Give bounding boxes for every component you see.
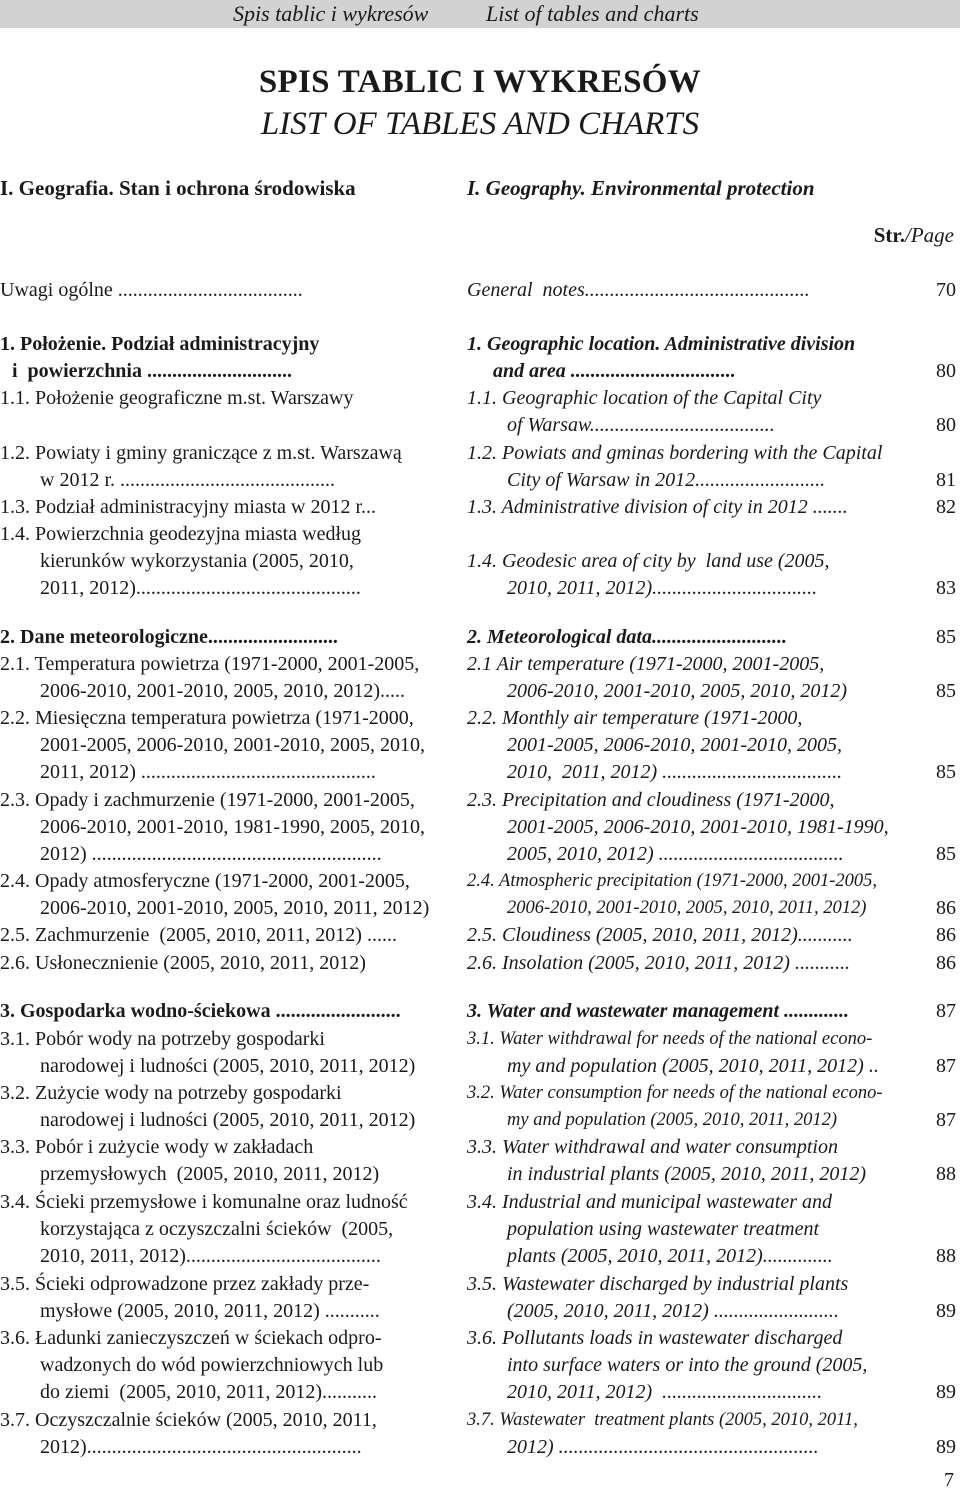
toc-entry-pl-cont[interactable]: przemysłowych (2005, 2010, 2011, 2012) [40,1163,380,1185]
toc-entry-en-cont[interactable]: my and population (2005, 2010, 2011, 2012) .. [507,1055,879,1077]
page-number: 86 [936,897,956,919]
toc-entry-pl-cont[interactable]: 2001-2005, 2006-2010, 2001-2010, 2005, 2010, [40,734,425,756]
toc-entry-en-cont[interactable]: (2005, 2010, 2011, 2012) ......................... [507,1300,839,1322]
toc-entry-en[interactable]: 3.3. Water withdrawal and water consumption [467,1136,838,1158]
page-title-pl: SPIS TABLIC I WYKRESÓW [258,64,702,100]
toc-entry-en-cont[interactable]: 2006-2010, 2001-2010, 2005, 2010, 2011, 2012) [507,898,867,918]
page-number: 88 [936,1245,956,1267]
toc-entry-pl-cont[interactable]: 2006-2010, 2001-2010, 2005, 2010, 2011, 2012) [40,897,430,919]
toc-entry-en[interactable]: 1.2. Powiats and gminas bordering with the Capital [467,442,883,464]
page-number: 89 [936,1381,956,1403]
page-number: 86 [936,924,956,946]
toc-entry-pl-cont[interactable]: 2006-2010, 2001-2010, 2005, 2010, 2012)..... [40,680,405,702]
toc-entry-en-cont[interactable]: of Warsaw..................................... [507,414,775,436]
toc-entry-pl-cont[interactable]: 2012) .......................................................... [40,843,382,865]
page-number: 89 [936,1300,956,1322]
toc-entry-en-cont[interactable]: and area ................................. [493,360,736,382]
toc-entry-en-cont[interactable]: 2010, 2011, 2012) .................................... [507,761,843,783]
page-number: 85 [936,761,956,783]
toc-entry-pl[interactable]: 2.1. Temperatura powietrza (1971-2000, 2001-2005, [0,653,420,675]
toc-entry-en[interactable]: 3.6. Pollutants loads in wastewater discharged [467,1327,843,1349]
toc-entry-pl-cont[interactable]: korzystająca z oczyszczalni ścieków (2005, [40,1218,394,1240]
page-number: 87 [936,1000,956,1022]
toc-entry-pl[interactable]: 2.6. Usłonecznienie (2005, 2010, 2011, 2012) [0,952,366,974]
toc-entry-pl-cont[interactable]: 2010, 2011, 2012)....................................... [40,1245,381,1267]
page-number: 80 [936,360,956,382]
toc-entry-pl[interactable]: 3.4. Ścieki przemysłowe i komunalne oraz ludność [0,1191,408,1213]
toc-entry-en[interactable]: 2.3. Precipitation and cloudiness (1971-2000, [467,789,835,811]
toc-entry-en[interactable]: 2.2. Monthly air temperature (1971-2000, [467,707,803,729]
toc-entry-en[interactable]: 2.1 Air temperature (1971-2000, 2001-2005, [467,653,825,675]
toc-entry-pl-cont[interactable]: i powierzchnia ............................. [12,360,292,382]
toc-entry-en-cont[interactable]: into surface waters or into the ground (2005, [507,1354,868,1376]
page-number: 82 [936,496,956,518]
toc-entry-en[interactable]: 2.6. Insolation (2005, 2010, 2011, 2012) ........... [467,952,850,974]
header-en: List of tables and charts [486,1,699,26]
page-number: 88 [936,1163,956,1185]
toc-entry-pl[interactable]: 1.4. Powierzchnia geodezyjna miasta według [0,523,361,545]
toc-entry-en[interactable]: 1.3. Administrative division of city in 2012 ....... [467,496,848,518]
toc-entry-en-cont[interactable]: 2005, 2010, 2012) ..................................... [507,843,844,865]
toc-entry-en[interactable]: 3.1. Water withdrawal for needs of the national econo- [467,1029,873,1049]
toc-entry-pl[interactable]: 3.2. Zużycie wody na potrzeby gospodarki [0,1082,342,1104]
toc-entry-pl[interactable]: Uwagi ogólne ..................................... [0,279,303,301]
toc-entry-en-cont[interactable]: 2001-2005, 2006-2010, 2001-2010, 1981-1990, [507,816,889,838]
toc-entry-pl[interactable]: 2.4. Opady atmosferyczne (1971-2000, 2001-2005, [0,870,410,892]
toc-entry-en[interactable]: 3. Water and wastewater management ............. [467,1000,850,1022]
toc-entry-pl[interactable]: 3.1. Pobór wody na potrzeby gospodarki [0,1028,325,1050]
page-number: 87 [936,1055,956,1077]
toc-entry-pl-cont[interactable]: 2006-2010, 2001-2010, 1981-1990, 2005, 2010, [40,816,425,838]
page-number: 89 [936,1436,956,1458]
toc-entry-en-cont[interactable]: my and population (2005, 2010, 2011, 2012) [507,1110,838,1130]
toc-entry-pl[interactable]: 3.6. Ładunki zanieczyszczeń w ściekach odpro- [0,1327,382,1349]
toc-entry-en[interactable]: 3.7. Wastewater treatment plants (2005, 2010, 2011, [467,1410,858,1430]
toc-entry-en[interactable]: 2. Meteorological data........................... [467,626,787,648]
toc-entry-pl[interactable]: 2. Dane meteorologiczne.......................... [0,626,338,648]
folio-number: 7 [944,1469,954,1491]
toc-entry-pl-cont[interactable]: narodowej i ludności (2005, 2010, 2011, 2012) [40,1109,416,1131]
toc-entry-pl-cont[interactable]: do ziemi (2005, 2010, 2011, 2012)........... [40,1381,378,1403]
page-number: 80 [936,414,956,436]
toc-entry-en-cont[interactable]: 2010, 2011, 2012)................................. [507,577,818,599]
toc-entry-en[interactable]: 1.1. Geographic location of the Capital City [467,387,822,409]
toc-entry-pl-cont[interactable]: 2011, 2012)............................................. [40,577,361,599]
toc-entry-en-cont[interactable]: City of Warsaw in 2012.......................... [507,469,826,491]
toc-entry-en[interactable]: 1.4. Geodesic area of city by land use (2005, [467,550,830,572]
toc-entry-en[interactable]: General notes............................................. [467,279,810,301]
toc-entry-en-cont[interactable]: population using wastewater treatment [507,1218,820,1240]
page-number: 85 [936,680,956,702]
page-number: 85 [936,843,956,865]
toc-entry-en-cont[interactable]: 2010, 2011, 2012) ................................ [507,1381,823,1403]
toc-entry-pl-cont[interactable]: narodowej i ludności (2005, 2010, 2011, 2012) [40,1055,416,1077]
toc-entry-pl[interactable]: 3.3. Pobór i zużycie wody w zakładach [0,1136,314,1158]
section-title-en: I. Geography. Environmental protection [467,176,815,200]
toc-entry-pl[interactable]: 3. Gospodarka wodno-ściekowa ......................... [0,1000,401,1022]
page-title-en: LIST OF TABLES AND CHARTS [260,106,700,142]
toc-entry-pl[interactable]: 3.7. Oczyszczalnie ścieków (2005, 2010, 2011, [0,1409,377,1431]
page-column-header: Str./Page [873,223,954,247]
toc-entry-pl-cont[interactable]: wadzonych do wód powierzchniowych lub [40,1354,384,1376]
toc-entry-en[interactable]: 2.4. Atmospheric precipitation (1971-2000, 2001-2005, [467,871,878,891]
toc-entry-pl[interactable]: 2.5. Zachmurzenie (2005, 2010, 2011, 2012) ...... [0,924,397,946]
toc-entry-en[interactable]: 3.5. Wastewater discharged by industrial plants [467,1273,849,1295]
toc-entry-en[interactable]: 3.4. Industrial and municipal wastewater and [467,1191,832,1213]
toc-entry-pl-cont[interactable]: 2011, 2012) ............................................... [40,761,376,783]
toc-entry-pl-cont[interactable]: kierunków wykorzystania (2005, 2010, [40,550,354,572]
page-number: 83 [936,577,956,599]
toc-entry-pl[interactable]: 1.1. Położenie geograficzne m.st. Warszawy [0,387,354,409]
page-number: 70 [936,279,956,301]
toc-entry-en-cont[interactable]: 2012) .................................................... [507,1436,819,1458]
toc-entry-en-cont[interactable]: in industrial plants (2005, 2010, 2011, 2012) [507,1163,867,1185]
page-number: 81 [936,469,956,491]
toc-entry-en[interactable]: 2.5. Cloudiness (2005, 2010, 2011, 2012)........... [467,924,853,946]
section-title-pl: I. Geografia. Stan i ochrona środowiska [0,176,356,200]
toc-entry-en-cont[interactable]: 2006-2010, 2001-2010, 2005, 2010, 2012) [507,680,847,702]
toc-entry-pl[interactable]: 2.2. Miesięczna temperatura powietrza (1971-2000, [0,707,414,729]
toc-entry-en-cont[interactable]: 2001-2005, 2006-2010, 2001-2010, 2005, [507,734,842,756]
toc-entry-pl[interactable]: 1.3. Podział administracyjny miasta w 2012 r... [0,496,377,518]
toc-entry-pl[interactable]: 1. Położenie. Podział administracyjny [0,333,320,355]
page-number: 85 [936,626,956,648]
toc-entry-pl-cont[interactable]: 2012)....................................................... [40,1436,362,1458]
toc-entry-pl[interactable]: 1.2. Powiaty i gminy graniczące z m.st. Warszawą [0,442,402,464]
toc-entry-en[interactable]: 1. Geographic location. Administrative division [467,333,856,355]
header-pl: Spis tablic i wykresów [233,1,429,26]
running-header [0,0,960,28]
page-number: 87 [936,1109,956,1131]
toc-entry-pl-cont[interactable]: mysłowe (2005, 2010, 2011, 2012) ........... [40,1300,380,1322]
toc-entry-en[interactable]: 3.2. Water consumption for needs of the national econo- [467,1083,883,1103]
toc-entry-en-cont[interactable]: plants (2005, 2010, 2011, 2012).............. [507,1245,833,1267]
page-number: 86 [936,952,956,974]
toc-entry-pl[interactable]: 3.5. Ścieki odprowadzone przez zakłady prze- [0,1273,370,1295]
toc-entry-pl-cont[interactable]: w 2012 r. ........................................... [40,469,335,491]
toc-entry-pl[interactable]: 2.3. Opady i zachmurzenie (1971-2000, 2001-2005, [0,789,415,811]
